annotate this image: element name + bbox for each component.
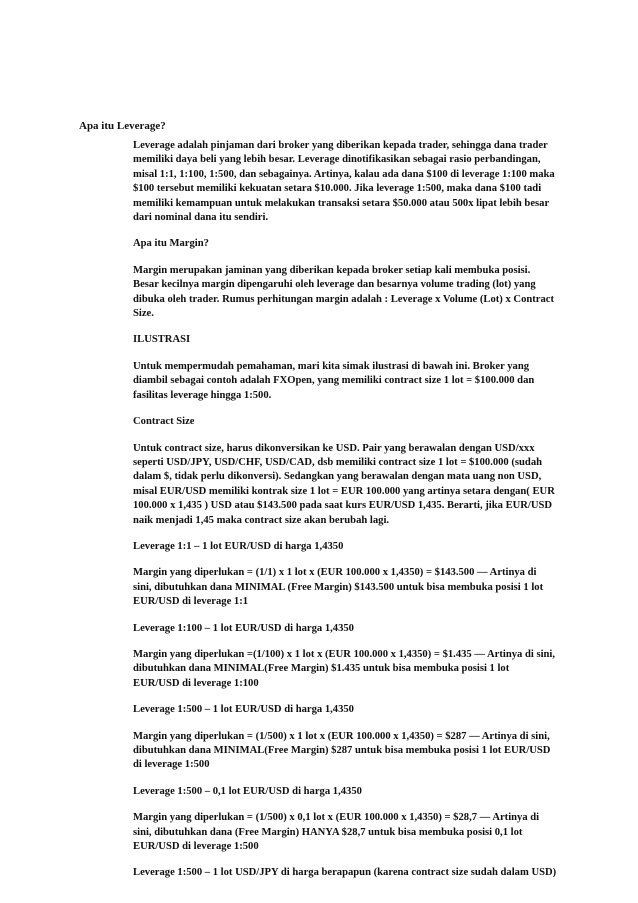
text-line: misal EUR/USD memiliki kontrak size 1 lot = EUR 100.000 yang artinya setara dengan( EUR [133,485,555,497]
paragraph-example-2-calc [133,648,573,691]
paragraph-example-2-title [133,622,573,636]
text-line: Apa itu Margin? [133,238,209,250]
paragraph-example-4-calc [133,811,573,854]
text-line: Margin yang diperlukan =(1/100) x 1 lot x (EUR 100.000 x 1,4350) = $1.435 — Artinya di sini, [133,648,556,660]
text-line: EUR/USD di leverage 1:500 [133,841,259,853]
text-line: dalam $, tidak perlu dikonversi). Sedangkan yang berawalan dengan mata uang non USD, [133,471,542,483]
text-line: Leverage 1:1 – 1 lot EUR/USD di harga 1,4350 [133,540,344,552]
text-line: Untuk contract size, harus dikonversikan ke USD. Pair yang berawalan dengan USD/xxx [133,442,535,454]
text-line: di leverage 1:500 [133,759,210,771]
text-line: memiliki kemampuan untuk melakukan transaksi setara $50.000 atau 500x lipat lebih besar [133,197,550,209]
text-line: Margin yang diperlukan = (1/1) x 1 lot x (EUR 100.000 x 1,4350) = $143.500 — Artinya di [133,567,537,579]
paragraph-margin-definition [133,264,573,322]
text-line: ILUSTRASI [133,334,191,346]
text-line: seperti USD/JPY, USD/CHF, USD/CAD, dsb memiliki contract size 1 lot = $100.000 (sudah [133,456,543,468]
text-line: misal 1:1, 1:100, 1:500, dan sebagainya. Artinya, kalau ada dana $100 di leverage 1:100 maka [133,168,555,180]
text-line: Leverage 1:100 – 1 lot EUR/USD di harga 1,4350 [133,622,354,634]
text-line: Leverage 1:500 – 0,1 lot EUR/USD di harga 1,4350 [133,785,362,797]
document-heading: Apa itu Leverage? [79,120,166,132]
text-line: EUR/USD di leverage 1:100 [133,677,259,689]
text-line: Untuk mempermudah pemahaman, mari kita simak ilustrasi di bawah ini. Broker yang [133,360,530,372]
text-line: 100.000 x 1,435 ) USD atau $143.500 pada saat kurs EUR/USD 1,435. Berarti, jika EUR/USD [133,500,553,512]
paragraph-example-5-title [133,866,573,880]
paragraph-example-3-calc [133,730,573,773]
text-line: dibutuhkan dana MINIMAL(Free Margin) $287 untuk bisa membuka posisi 1 lot EUR/USD [133,745,551,756]
text-line: dibutuhkan dana MINIMAL(Free Margin) $1.435 untuk bisa membuka posisi 1 lot [133,663,510,675]
text-line: Margin merupakan jaminan yang diberikan kepada broker setiap kali membuka posisi. [133,264,531,276]
text-line: $100 tersebut memiliki kekuatan setara $10.000. Jika leverage 1:500, maka dana $100 tadi [133,183,542,195]
text-line: dibuka oleh trader. Rumus perhitungan margin adalah : Leverage x Volume (Lot) x Contract [133,293,555,305]
text-line: EUR/USD di leverage 1:1 [133,596,249,608]
text-line: Size. [133,308,154,320]
paragraph-ilustrasi-heading [133,333,573,347]
paragraph-contract-size-heading [133,415,573,429]
text-line: Margin yang diperlukan = (1/500) x 0,1 lot x (EUR 100.000 x 1,4350) = $28,7 — Artinya di [133,812,540,824]
text-line: Margin yang diperlukan = (1/500) x 1 lot x (EUR 100.000 x 1,4350) = $287 — Artinya di sini, [133,730,550,742]
paragraph-leverage-definition [133,139,573,225]
text-line: Leverage 1:500 – 1 lot USD/JPY di harga berapapun (karena contract size sudah dalam USD) [133,867,557,879]
paragraph-example-3-title [133,703,573,717]
text-line: sini, dibutuhkan dana MINIMAL (Free Margin) $143.500 untuk bisa membuka posisi 1 lot [133,581,544,593]
paragraph-example-1-title [133,540,573,554]
text-line: diambil sebagai contoh adalah FXOpen, yang memiliki contract size 1 lot = $100.000 dan [133,375,535,387]
text-line: Besar kecilnya margin dipengaruhi oleh leverage dan besarnya volume trading (lot) yang [133,279,536,291]
text-line: naik menjadi 1,45 maka contract size akan berubah lagi. [133,514,390,526]
paragraph-example-1-calc [133,566,573,609]
paragraph-contract-size-text [133,442,573,528]
paragraph-margin-heading [133,237,573,251]
text-line: Leverage adalah pinjaman dari broker yang diberikan kepada trader, sehingga dana trader [133,140,548,151]
paragraph-example-4-title [133,785,573,799]
paragraph-ilustrasi-text [133,360,573,403]
text-line: Leverage 1:500 – 1 lot EUR/USD di harga 1,4350 [133,704,354,716]
text-line: Contract Size [133,416,195,428]
text-line: fasilitas leverage hingga 1:500. [133,389,272,401]
document-body [133,139,573,893]
text-line: sini, dibutuhkan dana (Free Margin) HANYA $28,7 untuk bisa membuka posisi 0,1 lot [133,826,523,838]
text-line: dari nominal dana itu sendiri. [133,212,269,224]
text-line: memiliki daya beli yang lebih besar. Leverage dinotifikasikan sebagai rasio perbandingan, [133,154,541,166]
